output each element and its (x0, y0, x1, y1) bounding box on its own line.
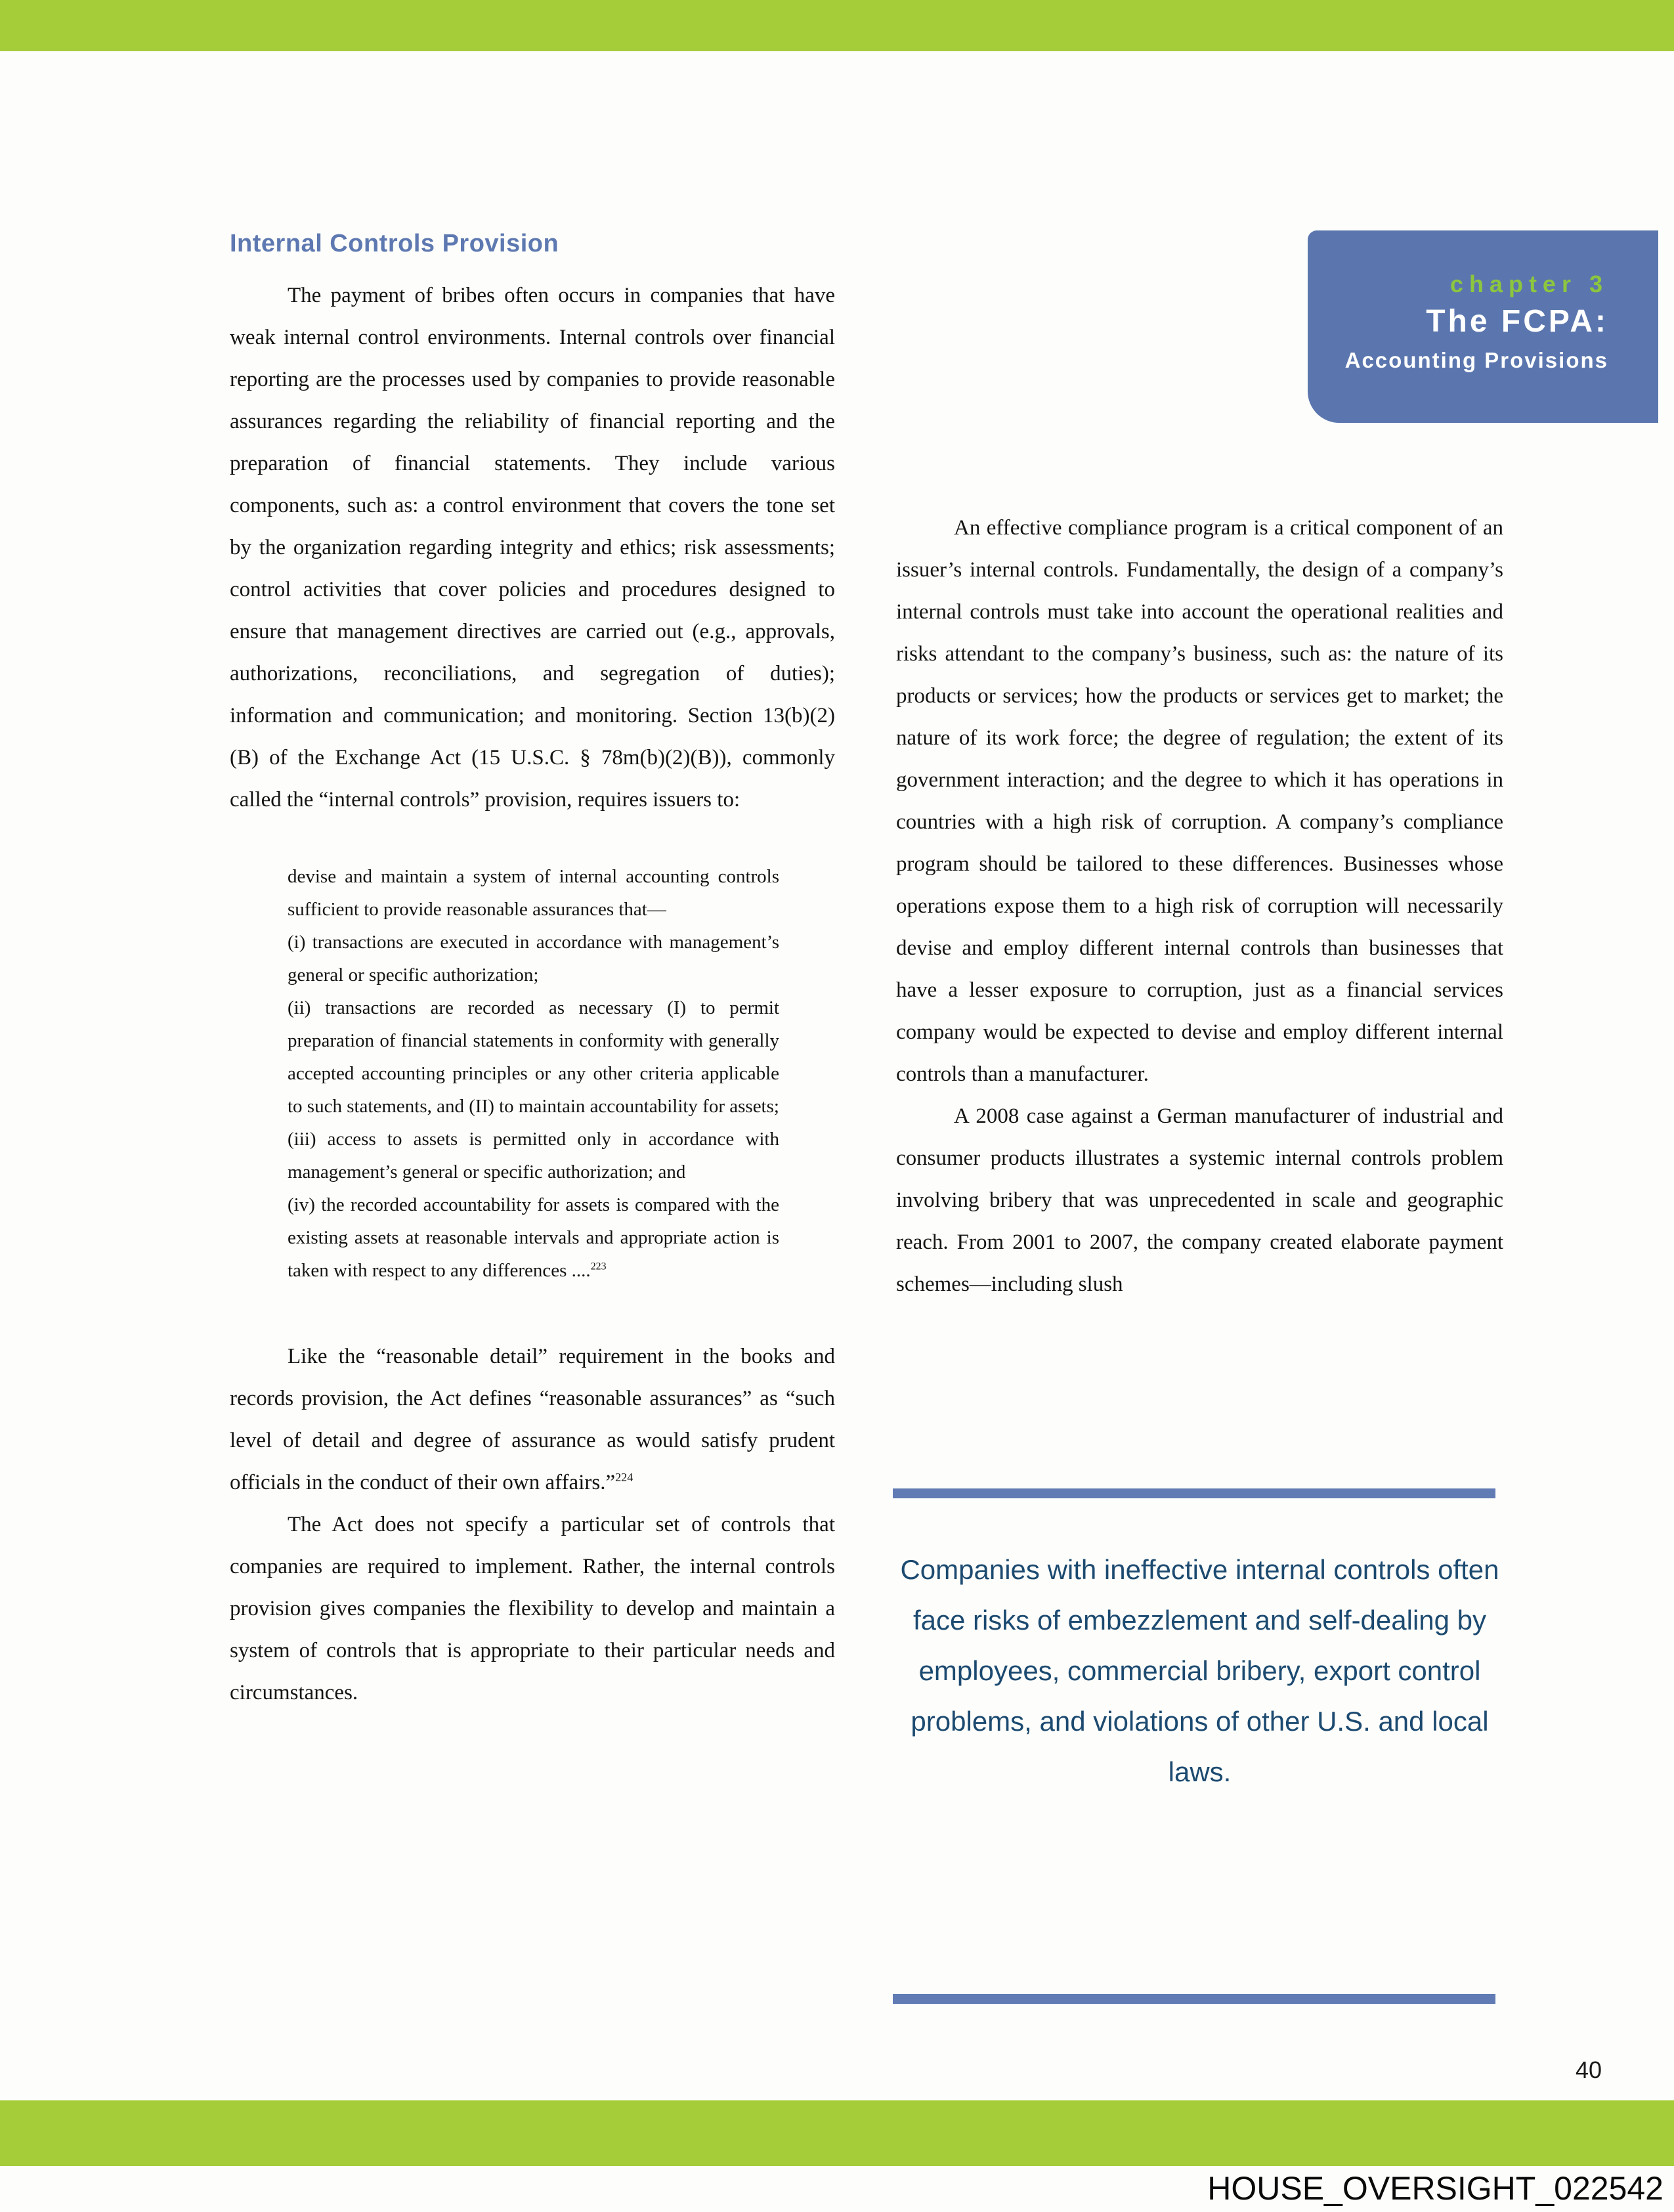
chapter-subtitle: Accounting Provisions (1344, 348, 1608, 372)
block-quote-clause (288, 1188, 779, 1287)
chapter-title: The FCPA: (1426, 304, 1608, 339)
footnote-reference: 224 (615, 1471, 633, 1484)
watermark: HOUSE_OVERSIGHT_022542 (1207, 2170, 1663, 2207)
block-quote-clause: (i) transactions are executed in accordance with management’s general or specific authorization; (288, 932, 779, 986)
paragraph (230, 1335, 835, 1504)
paragraph-text: Like the “reasonable detail” requirement in the books and records provision, the Act defines “reasonable assurances” as “such level of detail and degree of assurance as would satisfy prudent officials in the conduct of their own affairs.” (230, 1345, 835, 1494)
pull-quote-divider-top (893, 1488, 1495, 1498)
chapter-banner (1308, 230, 1658, 423)
paragraph: The Act does not specify a particular set of controls that companies are required to implement. Rather, the internal controls provision gives companies the flexibility to develop and maintain a system of controls that is appropriate to their particular needs and circumstances. (230, 1513, 835, 1704)
section-heading: Internal Controls Provision (230, 230, 559, 257)
block-quote-clause: (iii) access to assets is permitted only in accordance with management’s general or specific authorization; and (288, 1129, 779, 1182)
paragraph: The payment of bribes often occurs in companies that have weak internal control environments. Internal controls over financial reporting are the processes used by companies to provide reasonable assurances regarding the reliability of financial reporting and the preparation of financial statements. They include various components, such as: a control environment that covers the tone set by the organization regarding integrity and ethics; risk assessments; control activities that cover policies and procedures designed to ensure that management directives are carried out (e.g., approvals, authorizations, reconciliations, and segregation of duties); information and communication; and monitoring. Section 13(b)(2)(B) of the Exchange Act (15 U.S.C. § 78m(b)(2)(B)), commonly called the “internal controls” provision, requires issuers to: (230, 284, 835, 812)
pull-quote: Companies with ineffective internal controls often face risks of embezzlement and self-dealing by employees, commercial bribery, export control problems, and violations of other U.S. and local laws. (900, 1554, 1499, 1787)
page-number: 40 (1576, 2056, 1602, 2083)
footnote-reference: 223 (590, 1261, 607, 1272)
pull-quote-divider-bottom (893, 1994, 1495, 2004)
left-column (230, 228, 835, 1714)
right-column (896, 507, 1503, 1305)
block-quote-clause: devise and maintain a system of internal accounting controls sufficient to provide reasonable assurances that— (288, 866, 779, 920)
paragraph: An effective compliance program is a critical component of an issuer’s internal controls. Fundamentally, the design of a company’s internal controls must take into account the operational realities and risks attendant to the company’s business, such as: the nature of its products or services; how the products or services get to market; the nature of its work force; the degree of regulation; the extent of its government interaction; and the degree to which it has operations in countries with a high risk of corruption. A company’s compliance program should be tailored to these differences. Businesses whose operations expose them to a high risk of corruption will necessarily devise and employ different internal controls than businesses that have a lesser exposure to corruption, just as a financial services company would be expected to devise and employ different internal controls than a manufacturer. (896, 516, 1503, 1086)
paragraph: A 2008 case against a German manufacturer of industrial and consumer products illustrates a systemic internal controls problem involving bribery that was unprecedented in scale and geographic reach. From 2001 to 2007, the company created elaborate payment schemes—including slush (896, 1104, 1503, 1296)
block-quote (288, 860, 779, 1287)
block-quote-clause: (ii) transactions are recorded as necessary (I) to permit preparation of financial statements in conformity with generally accepted accounting principles or any other criteria applicable to such statements, and (II) to maintain accountability for assets; (288, 997, 779, 1117)
top-green-bar (0, 0, 1674, 51)
bottom-green-bar (0, 2100, 1674, 2166)
block-quote-clause-text: (iv) the recorded accountability for assets is compared with the existing assets at reasonable intervals and appropriate action is taken with respect to any differences .... (288, 1194, 779, 1281)
chapter-kicker: chapter 3 (1449, 271, 1608, 297)
